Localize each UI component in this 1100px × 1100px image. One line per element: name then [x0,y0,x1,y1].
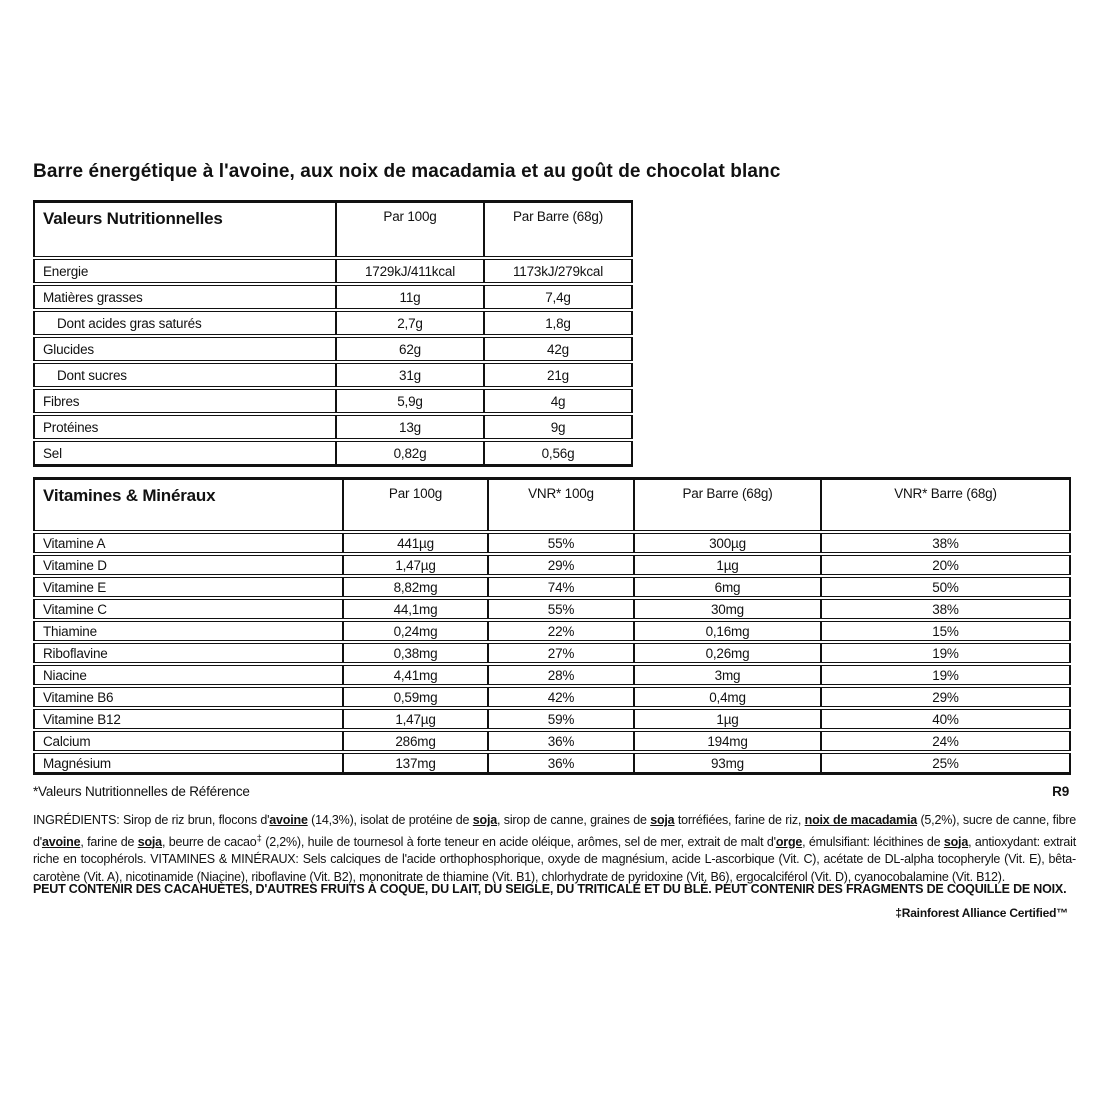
row-value: 38% [821,598,1070,620]
row-value: 1,8g [484,310,632,336]
row-value: 29% [488,554,634,576]
ingredient-allergen-term: orge [775,834,803,849]
row-value: 1µg [634,708,821,730]
row-value: 1173kJ/279kcal [484,258,632,284]
ingredient-allergen-term: soja [943,834,969,849]
column-header-per-bar: Par Barre (68g) [634,479,821,533]
ingredients-text: (2,2%), huile de tournesol à forte teneur en acide oléique, arômes, sel de mer, extrait de malt d' [261,834,776,849]
ingredients-paragraph [33,812,1076,886]
row-value: 441µg [343,532,488,554]
row-value: 42% [488,686,634,708]
row-value: 25% [821,752,1070,774]
table-row [34,310,632,336]
table-row [34,730,1070,752]
row-value: 137mg [343,752,488,774]
nutrition-table-title: Valeurs Nutritionnelles [34,202,336,259]
table-row [34,686,1070,708]
vitamins-table-title: Vitamines & Minéraux [34,479,343,533]
row-value: 7,4g [484,284,632,310]
row-value: 0,24mg [343,620,488,642]
row-label: Sel [34,440,336,466]
row-value: 19% [821,664,1070,686]
row-value: 62g [336,336,484,362]
table-row [34,336,632,362]
row-value: 30mg [634,598,821,620]
row-value: 59% [488,708,634,730]
row-label: Energie [34,258,336,284]
vitamins-minerals-table [33,477,1071,775]
row-label: Vitamine B12 [34,708,343,730]
product-title: Barre énergétique à l'avoine, aux noix de macadamia et au goût de chocolat blanc [33,161,781,182]
row-value: 22% [488,620,634,642]
column-header-vnr-bar: VNR* Barre (68g) [821,479,1070,533]
row-value: 42g [484,336,632,362]
ingredient-allergen-term: soja [137,834,162,849]
reference-line [33,784,1069,799]
row-value: 6mg [634,576,821,598]
row-value: 38% [821,532,1070,554]
row-value: 1,47µg [343,554,488,576]
column-header-per-100g: Par 100g [336,202,484,259]
row-value: 4,41mg [343,664,488,686]
ingredients-text: ‡ [256,832,262,843]
row-value: 286mg [343,730,488,752]
row-label: Vitamine A [34,532,343,554]
ingredients-text: , antioxydant: extrait riche en tocophérols. VITAMINES & MINÉRAUX: Sels calciques de l'acide orthophosphorique, oxyde de magnésium, acide L-ascorbique (Vit. C), acétate de DL-alpha tocopheryle (Vit. E), bêta-carotène (Vit. A), nicotinamide (Niacine), riboflavine (Vit. B2), mononitrate de thiamine (Vit. B1), chlorhydrate de pyridoxine (Vit. B6), ergocalciférol (Vit. D), cyanocobalamine (Vit. B12). [33,834,1076,884]
row-label: Calcium [34,730,343,752]
table-row [34,440,632,466]
row-value: 44,1mg [343,598,488,620]
reference-code: R9 [1052,784,1069,799]
table-row [34,664,1070,686]
vitamins-table-body [34,532,1070,774]
row-value: 0,82g [336,440,484,466]
ingredient-allergen-term: avoine [269,813,308,827]
row-value: 31g [336,362,484,388]
allergen-warning: PEUT CONTENIR DES CACAHUÈTES, D'AUTRES FRUITS À COQUE, DU LAIT, DU SEIGLE, DU TRITICALE ET DU BLÉ. PEUT CONTENIR DES FRAGMENTS DE COQUILLE DE NOIX. [33,882,1067,896]
row-value: 5,9g [336,388,484,414]
row-label: Vitamine E [34,576,343,598]
row-value: 24% [821,730,1070,752]
ingredients-text: , beurre de cacao [161,834,257,849]
row-label: Glucides [34,336,336,362]
table-row [34,284,632,310]
column-header-vnr-100g: VNR* 100g [488,479,634,533]
row-value: 40% [821,708,1070,730]
table-row [34,532,1070,554]
row-label: Magnésium [34,752,343,774]
ingredients-text: , émulsifiant: lécithines de [802,834,944,849]
row-value: 55% [488,598,634,620]
table-row [34,598,1070,620]
reference-note: *Valeurs Nutritionnelles de Référence [33,784,250,799]
ingredient-allergen-term: soja [472,813,498,827]
row-label: Vitamine C [34,598,343,620]
ingredient-allergen-term: noix de macadamia [804,813,917,827]
row-value: 0,38mg [343,642,488,664]
row-value: 36% [488,730,634,752]
table-row [34,576,1070,598]
row-label: Fibres [34,388,336,414]
ingredient-allergen-term: avoine [41,834,81,849]
row-value: 27% [488,642,634,664]
row-label: Niacine [34,664,343,686]
row-label: Vitamine D [34,554,343,576]
row-label: Riboflavine [34,642,343,664]
row-value: 74% [488,576,634,598]
row-value: 11g [336,284,484,310]
table-row [34,708,1070,730]
row-value: 20% [821,554,1070,576]
row-value: 0,56g [484,440,632,466]
nutrition-table-body [34,258,632,466]
column-header-per-bar: Par Barre (68g) [484,202,632,259]
row-label: Matières grasses [34,284,336,310]
row-label: Dont acides gras saturés [34,310,336,336]
row-value: 0,59mg [343,686,488,708]
row-value: 29% [821,686,1070,708]
row-label: Protéines [34,414,336,440]
table-row [34,752,1070,774]
row-value: 55% [488,532,634,554]
row-value: 3mg [634,664,821,686]
nutrition-facts-table [33,200,633,467]
row-value: 300µg [634,532,821,554]
row-value: 1µg [634,554,821,576]
table-row [34,642,1070,664]
row-value: 8,82mg [343,576,488,598]
row-label: Thiamine [34,620,343,642]
ingredients-text: , sirop de canne, graines de [497,813,651,827]
row-value: 21g [484,362,632,388]
row-value: 19% [821,642,1070,664]
table-row [34,362,632,388]
row-value: 0,16mg [634,620,821,642]
table-row [34,554,1070,576]
row-value: 194mg [634,730,821,752]
row-value: 15% [821,620,1070,642]
row-value: 13g [336,414,484,440]
table-row [34,388,632,414]
row-value: 1,47µg [343,708,488,730]
nutrition-table-header-row [34,202,632,259]
table-row [34,258,632,284]
row-value: 9g [484,414,632,440]
ingredient-allergen-term: soja [650,813,675,827]
row-value: 4g [484,388,632,414]
row-value: 1729kJ/411kcal [336,258,484,284]
row-value: 0,26mg [634,642,821,664]
row-value: 0,4mg [634,686,821,708]
vitamins-table-header-row [34,479,1070,533]
row-value: 2,7g [336,310,484,336]
ingredients-text: (14,3%), isolat de protéine de [307,813,473,827]
ingredients-text: torréfiées, farine de riz, [674,813,805,827]
row-value: 28% [488,664,634,686]
row-value: 93mg [634,752,821,774]
row-value: 36% [488,752,634,774]
ingredients-text: (5,2%), sucre de canne, fibre d' [33,813,1076,849]
table-row [34,620,1070,642]
row-label: Dont sucres [34,362,336,388]
ingredients-text: , farine de [80,834,138,849]
column-header-per-100g: Par 100g [343,479,488,533]
table-row [34,414,632,440]
row-value: 50% [821,576,1070,598]
row-label: Vitamine B6 [34,686,343,708]
ingredients-text: INGRÉDIENTS: Sirop de riz brun, flocons d' [33,813,270,827]
certification-note: ‡Rainforest Alliance Certified™ [895,906,1068,920]
